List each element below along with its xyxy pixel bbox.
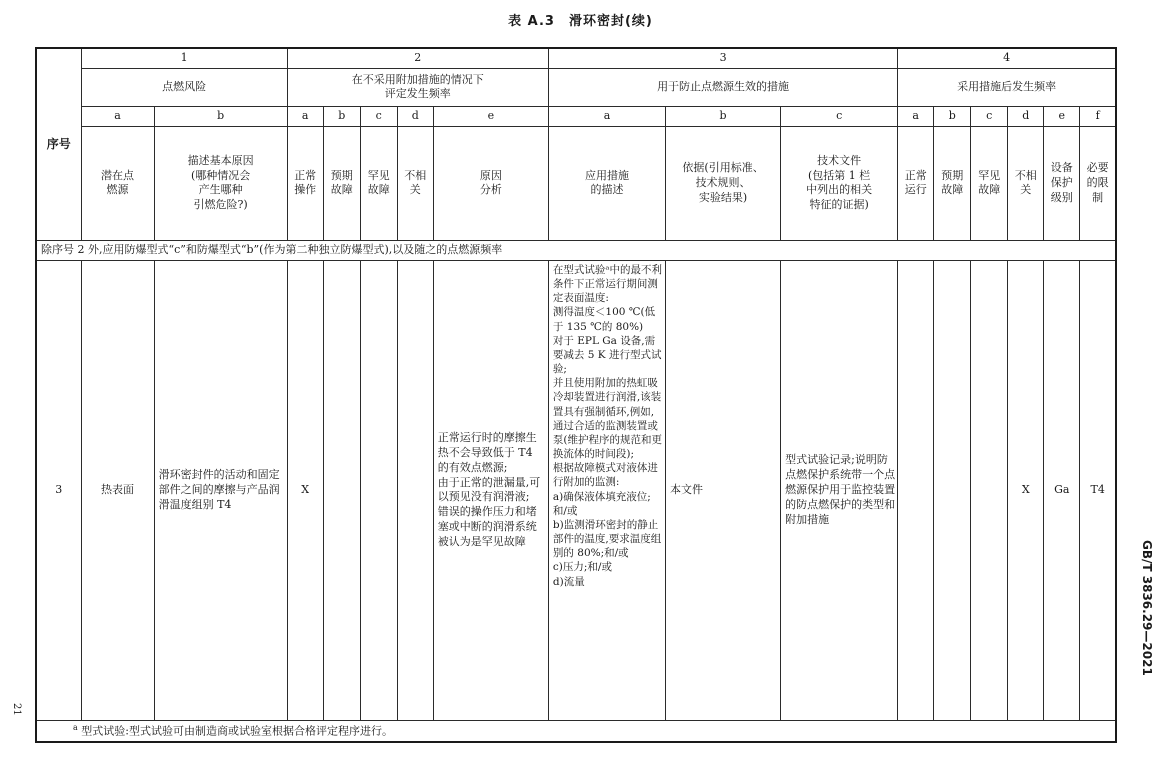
- scope-note: 除序号 2 外,应用防爆型式“c”和防爆型式“b”(作为第二种独立防爆型式),以及随之的点燃源频率: [36, 240, 1116, 260]
- footnote: [36, 720, 1116, 742]
- col-desc-technical-documents: 技术文件 (包括第 1 栏 中列出的相关 特征的证据): [781, 126, 898, 240]
- group-number-2: 2: [287, 48, 548, 68]
- col-letter: b: [154, 106, 287, 126]
- row-potential-source: 热表面: [81, 260, 154, 720]
- table-title: 表 A.3 滑环密封(续): [508, 14, 653, 29]
- row-necessary-limits: T4: [1080, 260, 1116, 720]
- col-desc-after-expected-fault: 预期 故障: [934, 126, 971, 240]
- col-letter: e: [1044, 106, 1080, 126]
- row-basis: 本文件: [666, 260, 781, 720]
- section-title-prevention-measures: 用于防止点燃源生效的措施: [548, 68, 897, 106]
- group-number-row: [36, 48, 1116, 68]
- col-desc-irrelevant: 不相 关: [397, 126, 433, 240]
- column-description-row: [36, 126, 1116, 240]
- col-letter: a: [81, 106, 154, 126]
- row-cause-analysis: 正常运行时的摩擦生热不会导致低于 T4 的有效点燃源; 由于正常的泄漏量,可以预见没有润滑液; 错误的操作压力和堵塞或中断的润滑系统被认为是罕见故障: [433, 260, 548, 720]
- page-number: 21: [11, 703, 22, 716]
- col-letter: c: [971, 106, 1008, 126]
- col-letter: c: [781, 106, 898, 126]
- col-desc-expected-fault: 预期 故障: [323, 126, 360, 240]
- risk-assessment-table: [35, 47, 1117, 743]
- col-letter: b: [934, 106, 971, 126]
- footnote-row: [36, 720, 1116, 742]
- seq-header: 序号: [36, 48, 81, 240]
- row-after-expected-fault: [934, 260, 971, 720]
- col-letter: e: [433, 106, 548, 126]
- col-letter: b: [323, 106, 360, 126]
- col-letter: d: [397, 106, 433, 126]
- row-seq: 3: [36, 260, 81, 720]
- col-letter: c: [360, 106, 397, 126]
- col-desc-after-irrelevant: 不相 关: [1008, 126, 1044, 240]
- row-technical-documents: 型式试验记录;说明防点燃保护系统带一个点燃源保护用于监控装置的防点燃保护的类型和附加措施: [781, 260, 898, 720]
- col-desc-measure-description: 应用措施 的描述: [548, 126, 665, 240]
- standard-code: GB/T 3836.29—2021: [1140, 540, 1154, 676]
- section-title-frequency-without-measures: 在不采用附加措施的情况下 评定发生频率: [287, 68, 548, 106]
- col-desc-rare-fault: 罕见 故障: [360, 126, 397, 240]
- row-after-irrelevant: X: [1008, 260, 1044, 720]
- column-letter-row: [36, 106, 1116, 126]
- col-desc-after-normal-operation: 正常 运行: [898, 126, 934, 240]
- col-letter: b: [666, 106, 781, 126]
- footnote-text: 型式试验:型式试验可由制造商或试验室根据合格评定程序进行。: [81, 724, 393, 738]
- col-desc-cause-analysis: 原因 分析: [433, 126, 548, 240]
- col-desc-basis: 依据(引用标准、 技术规则、 实验结果): [666, 126, 781, 240]
- col-desc-basic-cause: 描述基本原因 (哪种情况会 产生哪种 引燃危险?): [154, 126, 287, 240]
- col-letter: d: [1008, 106, 1044, 126]
- col-desc-necessary-limits: 必要 的限 制: [1080, 126, 1116, 240]
- section-title-frequency-after-measures: 采用措施后发生频率: [898, 68, 1116, 106]
- group-number-4: 4: [898, 48, 1116, 68]
- row-normal-operation: X: [287, 260, 323, 720]
- section-title-ignition-risk: 点燃风险: [81, 68, 287, 106]
- col-letter: a: [898, 106, 934, 126]
- row-rare-fault: [360, 260, 397, 720]
- row-basic-cause: 滑环密封件的活动和固定部件之间的摩擦与产品润滑温度组别 T4: [154, 260, 287, 720]
- section-title-row: [36, 68, 1116, 106]
- row-measure-description: 在型式试验ᵃ中的最不利条件下正常运行期间测定表面温度: 测得温度＜100 ℃(低于 135 ℃的 80%) 对于 EPL Ga 设备,需要减去 5 K 进行型式试验; 并且使用附加的热虹吸冷却装置进行润滑,该装置具有强制循环,例如,通过合适的监测装置或泵(维护程序的规范和更换流体的时间段); 根据故障模式对液体进行附加的监测: a)确保液体填充液位;和/或 b)监测滑环密封的静止部件的温度,要求温度组别的 80%;和/或 c)压力;和/或 d)流量: [548, 260, 665, 720]
- col-desc-normal-operation: 正常 操作: [287, 126, 323, 240]
- col-letter: f: [1080, 106, 1116, 126]
- col-desc-equipment-protection-level: 设备 保护 级别: [1044, 126, 1080, 240]
- col-letter: a: [287, 106, 323, 126]
- footnote-marker: a: [73, 722, 78, 732]
- row-after-rare-fault: [971, 260, 1008, 720]
- table-row: [36, 260, 1116, 720]
- group-number-1: 1: [81, 48, 287, 68]
- row-equipment-protection-level: Ga: [1044, 260, 1080, 720]
- row-irrelevant: [397, 260, 433, 720]
- col-desc-potential-source: 潜在点 燃源: [81, 126, 154, 240]
- row-after-normal-operation: [898, 260, 934, 720]
- col-letter: a: [548, 106, 665, 126]
- scope-note-row: [36, 240, 1116, 260]
- col-desc-after-rare-fault: 罕见 故障: [971, 126, 1008, 240]
- group-number-3: 3: [548, 48, 897, 68]
- row-expected-fault: [323, 260, 360, 720]
